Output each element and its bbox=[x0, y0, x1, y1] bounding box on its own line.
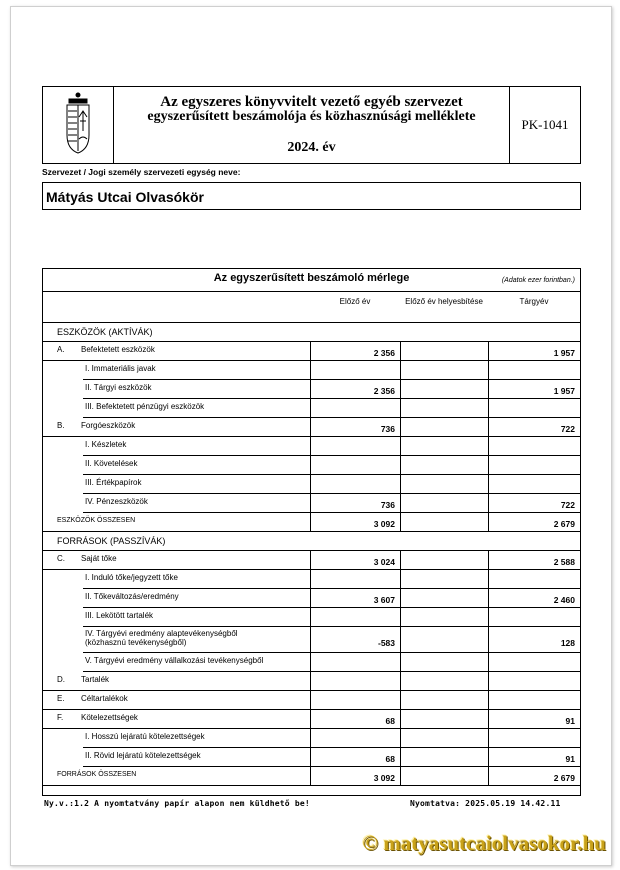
form-header bbox=[42, 86, 581, 164]
column-divider bbox=[488, 690, 489, 709]
column-divider bbox=[310, 512, 311, 531]
row-letter: C. bbox=[57, 554, 65, 563]
column-divider bbox=[310, 652, 311, 671]
cell-curr: 2 679 bbox=[553, 773, 575, 783]
cell-curr: 2 588 bbox=[553, 557, 575, 567]
copyright-watermark: © matyasutcaiolvasokor.hu bbox=[362, 831, 606, 855]
column-divider bbox=[310, 493, 311, 512]
column-header-1: Előző év bbox=[339, 297, 371, 306]
table-row-label bbox=[57, 694, 128, 703]
row-divider bbox=[83, 588, 580, 589]
row-text: Tartalék bbox=[81, 675, 110, 684]
column-divider bbox=[310, 766, 311, 785]
unit-note: (Adatok ezer forintban.) bbox=[501, 277, 575, 284]
column-divider bbox=[488, 341, 489, 360]
column-divider bbox=[310, 360, 311, 379]
table-row-label: II. Tőkeváltozás/eredmény bbox=[85, 592, 179, 601]
column-divider bbox=[400, 341, 401, 360]
table-row-label bbox=[85, 629, 238, 647]
row-text: Céltartalékok bbox=[81, 694, 128, 703]
cell-curr: 2 460 bbox=[553, 595, 575, 605]
table-row-label: II. Rövid lejáratú kötelezettségek bbox=[85, 751, 201, 760]
cell-prev: 3 092 bbox=[373, 773, 395, 783]
row-divider bbox=[43, 690, 580, 691]
row-text: Befektetett eszközök bbox=[81, 345, 155, 354]
table-row-label: I. Készletek bbox=[85, 440, 127, 449]
total-row-label: FORRÁSOK ÖSSZESEN bbox=[57, 771, 137, 778]
form-title bbox=[114, 87, 510, 163]
header-divider bbox=[43, 322, 580, 323]
column-divider bbox=[400, 417, 401, 436]
column-divider bbox=[488, 671, 489, 690]
hungarian-coat-of-arms-icon bbox=[43, 87, 114, 163]
row-divider bbox=[43, 709, 580, 710]
table-row-label bbox=[57, 675, 109, 684]
organization-name-field bbox=[42, 182, 581, 210]
row-divider bbox=[83, 493, 580, 494]
column-divider bbox=[488, 455, 489, 474]
column-divider bbox=[488, 607, 489, 626]
column-header-2: Előző év helyesbítése bbox=[405, 297, 483, 306]
column-divider bbox=[400, 671, 401, 690]
row-divider bbox=[43, 436, 580, 437]
table-row-label bbox=[57, 345, 155, 354]
cell-prev: 3 607 bbox=[373, 595, 395, 605]
row-divider bbox=[43, 569, 580, 570]
column-divider bbox=[400, 455, 401, 474]
column-divider bbox=[400, 588, 401, 607]
column-divider bbox=[488, 652, 489, 671]
cell-prev: 736 bbox=[380, 424, 395, 434]
row-letter: D. bbox=[57, 675, 65, 684]
balance-sheet-caption bbox=[43, 269, 580, 292]
row-divider bbox=[43, 360, 580, 361]
row-text: Kötelezettségek bbox=[81, 713, 138, 722]
cell-curr: 128 bbox=[560, 638, 575, 648]
column-divider bbox=[310, 341, 311, 360]
table-row-label: II. Tárgyi eszközök bbox=[85, 383, 152, 392]
row-letter: A. bbox=[57, 345, 65, 354]
column-divider bbox=[488, 360, 489, 379]
cell-prev: -583 bbox=[377, 638, 395, 648]
row-text: Saját tőke bbox=[81, 554, 117, 563]
column-divider bbox=[488, 417, 489, 436]
column-divider bbox=[400, 569, 401, 588]
row-divider bbox=[43, 728, 580, 729]
footer-print-date: Nyomtatva: 2025.05.19 14.42.11 bbox=[410, 799, 561, 808]
table-row-label: I. Induló tőke/jegyzett tőke bbox=[85, 573, 178, 582]
table-row-label bbox=[57, 421, 135, 430]
cell-prev: 3 092 bbox=[373, 519, 395, 529]
column-divider bbox=[310, 747, 311, 766]
cell-curr: 2 679 bbox=[553, 519, 575, 529]
column-divider bbox=[488, 512, 489, 531]
cell-curr: 1 957 bbox=[553, 348, 575, 358]
row-letter: E. bbox=[57, 694, 65, 703]
column-divider bbox=[488, 379, 489, 398]
row-divider bbox=[83, 671, 580, 672]
column-divider bbox=[310, 626, 311, 652]
table-row-label: V. Tárgyévi eredmény vállalkozási tevékenységből bbox=[85, 656, 264, 665]
column-divider bbox=[488, 766, 489, 785]
column-divider bbox=[310, 690, 311, 709]
row-divider bbox=[83, 398, 580, 399]
row-letter: B. bbox=[57, 421, 65, 430]
footer-version-note: Ny.v.:1.2 A nyomtatvány papír alapon nem küldhető be! bbox=[44, 799, 310, 808]
row-divider bbox=[43, 785, 580, 786]
cell-prev: 2 356 bbox=[373, 348, 395, 358]
column-divider bbox=[310, 569, 311, 588]
column-divider bbox=[400, 550, 401, 569]
column-divider bbox=[310, 550, 311, 569]
form-year: 2024. év bbox=[287, 140, 336, 155]
column-header-3: Tárgyév bbox=[519, 297, 549, 306]
section-heading: ESZKÖZÖK (AKTÍVÁK) bbox=[57, 327, 153, 337]
row-divider bbox=[83, 379, 580, 380]
row-divider bbox=[83, 626, 580, 627]
row-text-continued: (közhasznú tevékenységből) bbox=[85, 638, 187, 647]
cell-prev: 736 bbox=[380, 500, 395, 510]
table-row-label: III. Lekötött tartalék bbox=[85, 611, 154, 620]
column-divider bbox=[488, 747, 489, 766]
column-divider bbox=[310, 474, 311, 493]
row-divider bbox=[43, 550, 580, 551]
column-divider bbox=[400, 360, 401, 379]
cell-curr: 722 bbox=[560, 424, 575, 434]
organization-name: Mátyás Utcai Olvasókör bbox=[46, 189, 204, 205]
column-divider bbox=[400, 512, 401, 531]
cell-prev: 68 bbox=[385, 716, 395, 726]
column-divider bbox=[400, 747, 401, 766]
table-row-label: III. Befektetett pénzügyi eszközök bbox=[85, 402, 205, 411]
table-row-label bbox=[57, 554, 117, 563]
column-divider bbox=[310, 379, 311, 398]
column-divider bbox=[400, 379, 401, 398]
column-divider bbox=[488, 550, 489, 569]
column-divider bbox=[488, 709, 489, 728]
form-title-line2: egyszerűsített beszámolója és közhasznúsági melléklete bbox=[147, 109, 476, 124]
cell-prev: 3 024 bbox=[373, 557, 395, 567]
form-code: PK-1041 bbox=[521, 117, 569, 132]
column-divider bbox=[488, 474, 489, 493]
column-divider bbox=[400, 474, 401, 493]
column-divider bbox=[488, 493, 489, 512]
balance-sheet-title: Az egyszerűsített beszámoló mérlege bbox=[213, 272, 410, 284]
column-divider bbox=[488, 626, 489, 652]
cell-prev: 2 356 bbox=[373, 386, 395, 396]
row-divider bbox=[83, 652, 580, 653]
table-row-label bbox=[57, 713, 138, 722]
row-divider bbox=[43, 341, 580, 342]
section-heading: FORRÁSOK (PASSZÍVÁK) bbox=[57, 536, 166, 546]
column-divider bbox=[310, 455, 311, 474]
column-divider bbox=[400, 766, 401, 785]
column-divider bbox=[400, 728, 401, 747]
column-divider bbox=[400, 709, 401, 728]
column-divider bbox=[310, 417, 311, 436]
row-text: Forgóeszközök bbox=[81, 421, 136, 430]
column-divider bbox=[310, 728, 311, 747]
column-divider bbox=[400, 626, 401, 652]
form-title-line1: Az egyszeres könyvvitelt vezető egyéb szervezet bbox=[160, 94, 463, 110]
column-divider bbox=[400, 690, 401, 709]
column-divider bbox=[488, 588, 489, 607]
cell-curr: 1 957 bbox=[553, 386, 575, 396]
row-letter: F. bbox=[57, 713, 64, 722]
column-divider bbox=[310, 607, 311, 626]
row-divider bbox=[83, 455, 580, 456]
cell-curr: 91 bbox=[565, 754, 575, 764]
row-text: IV. Tárgyévi eredmény alaptevékenységből bbox=[85, 629, 238, 638]
table-row-label: I. Immateriális javak bbox=[85, 364, 156, 373]
column-divider bbox=[488, 728, 489, 747]
column-divider bbox=[400, 436, 401, 455]
balance-sheet-table bbox=[42, 268, 581, 796]
column-divider bbox=[310, 436, 311, 455]
table-row-label: I. Hosszú lejáratú kötelezettségek bbox=[85, 732, 205, 741]
column-divider bbox=[310, 709, 311, 728]
column-divider bbox=[310, 671, 311, 690]
column-divider bbox=[488, 398, 489, 417]
table-row-label: IV. Pénzeszközök bbox=[85, 497, 148, 506]
column-divider bbox=[400, 398, 401, 417]
row-divider bbox=[83, 607, 580, 608]
column-divider bbox=[400, 607, 401, 626]
row-divider bbox=[43, 531, 580, 532]
table-row-label: II. Követelések bbox=[85, 459, 138, 468]
column-divider bbox=[310, 588, 311, 607]
row-divider bbox=[83, 474, 580, 475]
column-divider bbox=[400, 493, 401, 512]
column-divider bbox=[488, 569, 489, 588]
row-divider bbox=[83, 766, 580, 767]
row-divider bbox=[83, 747, 580, 748]
cell-curr: 91 bbox=[565, 716, 575, 726]
table-row-label: III. Értékpapírok bbox=[85, 478, 142, 487]
column-divider bbox=[400, 652, 401, 671]
organization-label: Szervezet / Jogi személy szervezeti egység neve: bbox=[42, 167, 241, 177]
column-divider bbox=[310, 398, 311, 417]
cell-prev: 68 bbox=[385, 754, 395, 764]
row-divider bbox=[83, 512, 580, 513]
row-divider bbox=[83, 417, 580, 418]
cell-curr: 722 bbox=[560, 500, 575, 510]
total-row-label: ESZKÖZÖK ÖSSZESEN bbox=[57, 517, 136, 524]
column-divider bbox=[488, 436, 489, 455]
